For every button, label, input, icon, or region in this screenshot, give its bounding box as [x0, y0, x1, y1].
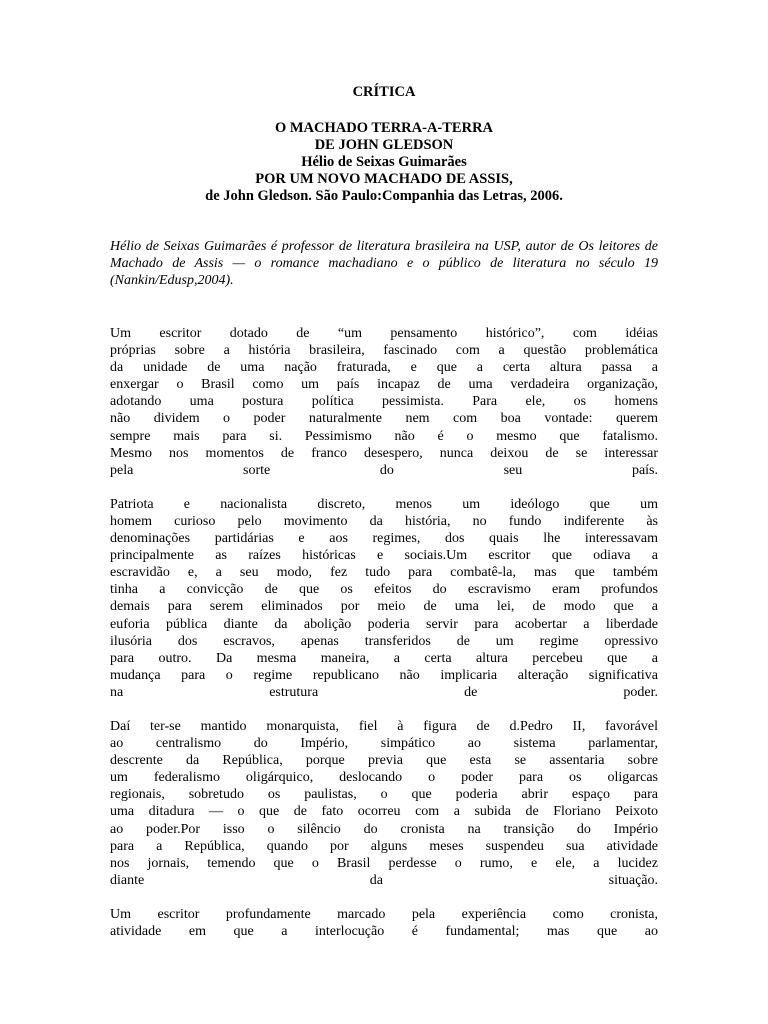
- text-line: regionais, sobretudo os paulistas, o que poderia abrir espaço para: [110, 787, 658, 803]
- text-line: atividade em que a interlocução é fundamental; mas que ao: [110, 924, 658, 939]
- author-note: Hélio de Seixas Guimarães é professor de literatura brasileira na USP, autor de Os leitores de Machado de Assis — o romance machadiano e o público de literatura no século 19 (Nankin/Edusp,2004).: [110, 239, 658, 288]
- reviewed-book-info: de John Gledson. São Paulo:Companhia das Letras, 2006.: [205, 188, 563, 204]
- text-line: não dividem o poder naturalmente nem com boa vontade: querem: [110, 411, 658, 427]
- section-title: CRÍTICA: [352, 84, 416, 100]
- text-line: descrente da República, porque previa que esta se assentaria sobre: [110, 753, 658, 769]
- text-line: da unidade de uma nação fraturada, e que a certa altura passa a: [110, 360, 658, 376]
- text-line: ilusória dos escravos, apenas transferidos de um regime opressivo: [110, 633, 658, 649]
- text-line: Mesmo nos momentos de franco desespero, nunca deixou de se interessar: [110, 445, 658, 461]
- text-line: diante da situação.: [110, 872, 658, 888]
- paragraph-1: [110, 325, 658, 479]
- text-line: enxergar o Brasil como um país incapaz de uma verdadeira organização,: [110, 377, 658, 393]
- article-title-line-1: O MACHADO TERRA-A-TERRA: [274, 120, 494, 136]
- paragraph-2: [110, 496, 658, 701]
- text-line: ao poder.Por isso o silêncio do cronista na transição do Império: [110, 821, 658, 837]
- reviewer-name: Hélio de Seixas Guimarães: [301, 154, 467, 170]
- text-line: denominações partidárias e aos regimes, dos quais lhe interessavam: [110, 531, 658, 547]
- paragraph-4: [110, 906, 658, 940]
- text-line: ao centralismo do Império, simpático ao sistema parlamentar,: [110, 736, 658, 752]
- reviewed-book-title: POR UM NOVO MACHADO DE ASSIS,: [255, 171, 513, 187]
- text-line: tinha a convicção de que os efeitos do escravismo eram profundos: [110, 582, 658, 598]
- text-line: principalmente as raízes históricas e sociais.Um escritor que odiava a: [110, 548, 658, 564]
- text-line: adotando uma postura política pessimista. Para ele, os homens: [110, 394, 658, 410]
- text-line: para outro. Da mesma maneira, a certa altura percebeu que a: [110, 650, 658, 666]
- text-line: homem curioso pelo movimento da história, no fundo indiferente às: [110, 513, 658, 529]
- text-line: na estrutura de poder.: [110, 684, 658, 700]
- text-line: Daí ter-se mantido monarquista, fiel à figura de d.Pedro II, favorável: [110, 718, 658, 734]
- text-line: nos jornais, temendo que o Brasil perdesse o rumo, e ele, a lucidez: [110, 855, 658, 871]
- paragraph-3: [110, 718, 658, 889]
- text-line: Um escritor dotado de “um pensamento histórico”, com idéias: [110, 326, 658, 341]
- text-line: uma ditadura — o que de fato ocorreu com a subida de Floriano Peixoto: [110, 804, 658, 820]
- text-line: Um escritor profundamente marcado pela experiência como cronista,: [110, 906, 658, 922]
- text-line: para a República, quando por alguns meses suspendeu sua atividade: [110, 838, 658, 854]
- text-line: mudança para o regime republicano não implicaria alteração significativa: [110, 667, 658, 683]
- article-heading: [110, 84, 658, 205]
- text-line: Patriota e nacionalista discreto, menos um ideólogo que um: [110, 496, 658, 512]
- text-line: um federalismo oligárquico, deslocando o poder para os oligarcas: [110, 770, 658, 786]
- text-line: sempre mais para si. Pessimismo não é o mesmo que fatalismo.: [110, 428, 658, 444]
- article-body: [110, 325, 658, 940]
- text-line: pela sorte do seu país.: [110, 462, 658, 478]
- text-line: próprias sobre a história brasileira, fascinado com a questão problemática: [110, 343, 658, 359]
- document-page: [110, 84, 658, 957]
- text-line: euforia pública diante da abolição poderia servir para acobertar a liberdade: [110, 616, 658, 632]
- text-line: demais para serem eliminados por meio de uma lei, de modo que a: [110, 599, 658, 615]
- article-title-line-2: DE JOHN GLEDSON: [314, 137, 454, 153]
- text-line: escravidão e, a seu modo, fez tudo para combatê-la, mas que também: [110, 565, 658, 581]
